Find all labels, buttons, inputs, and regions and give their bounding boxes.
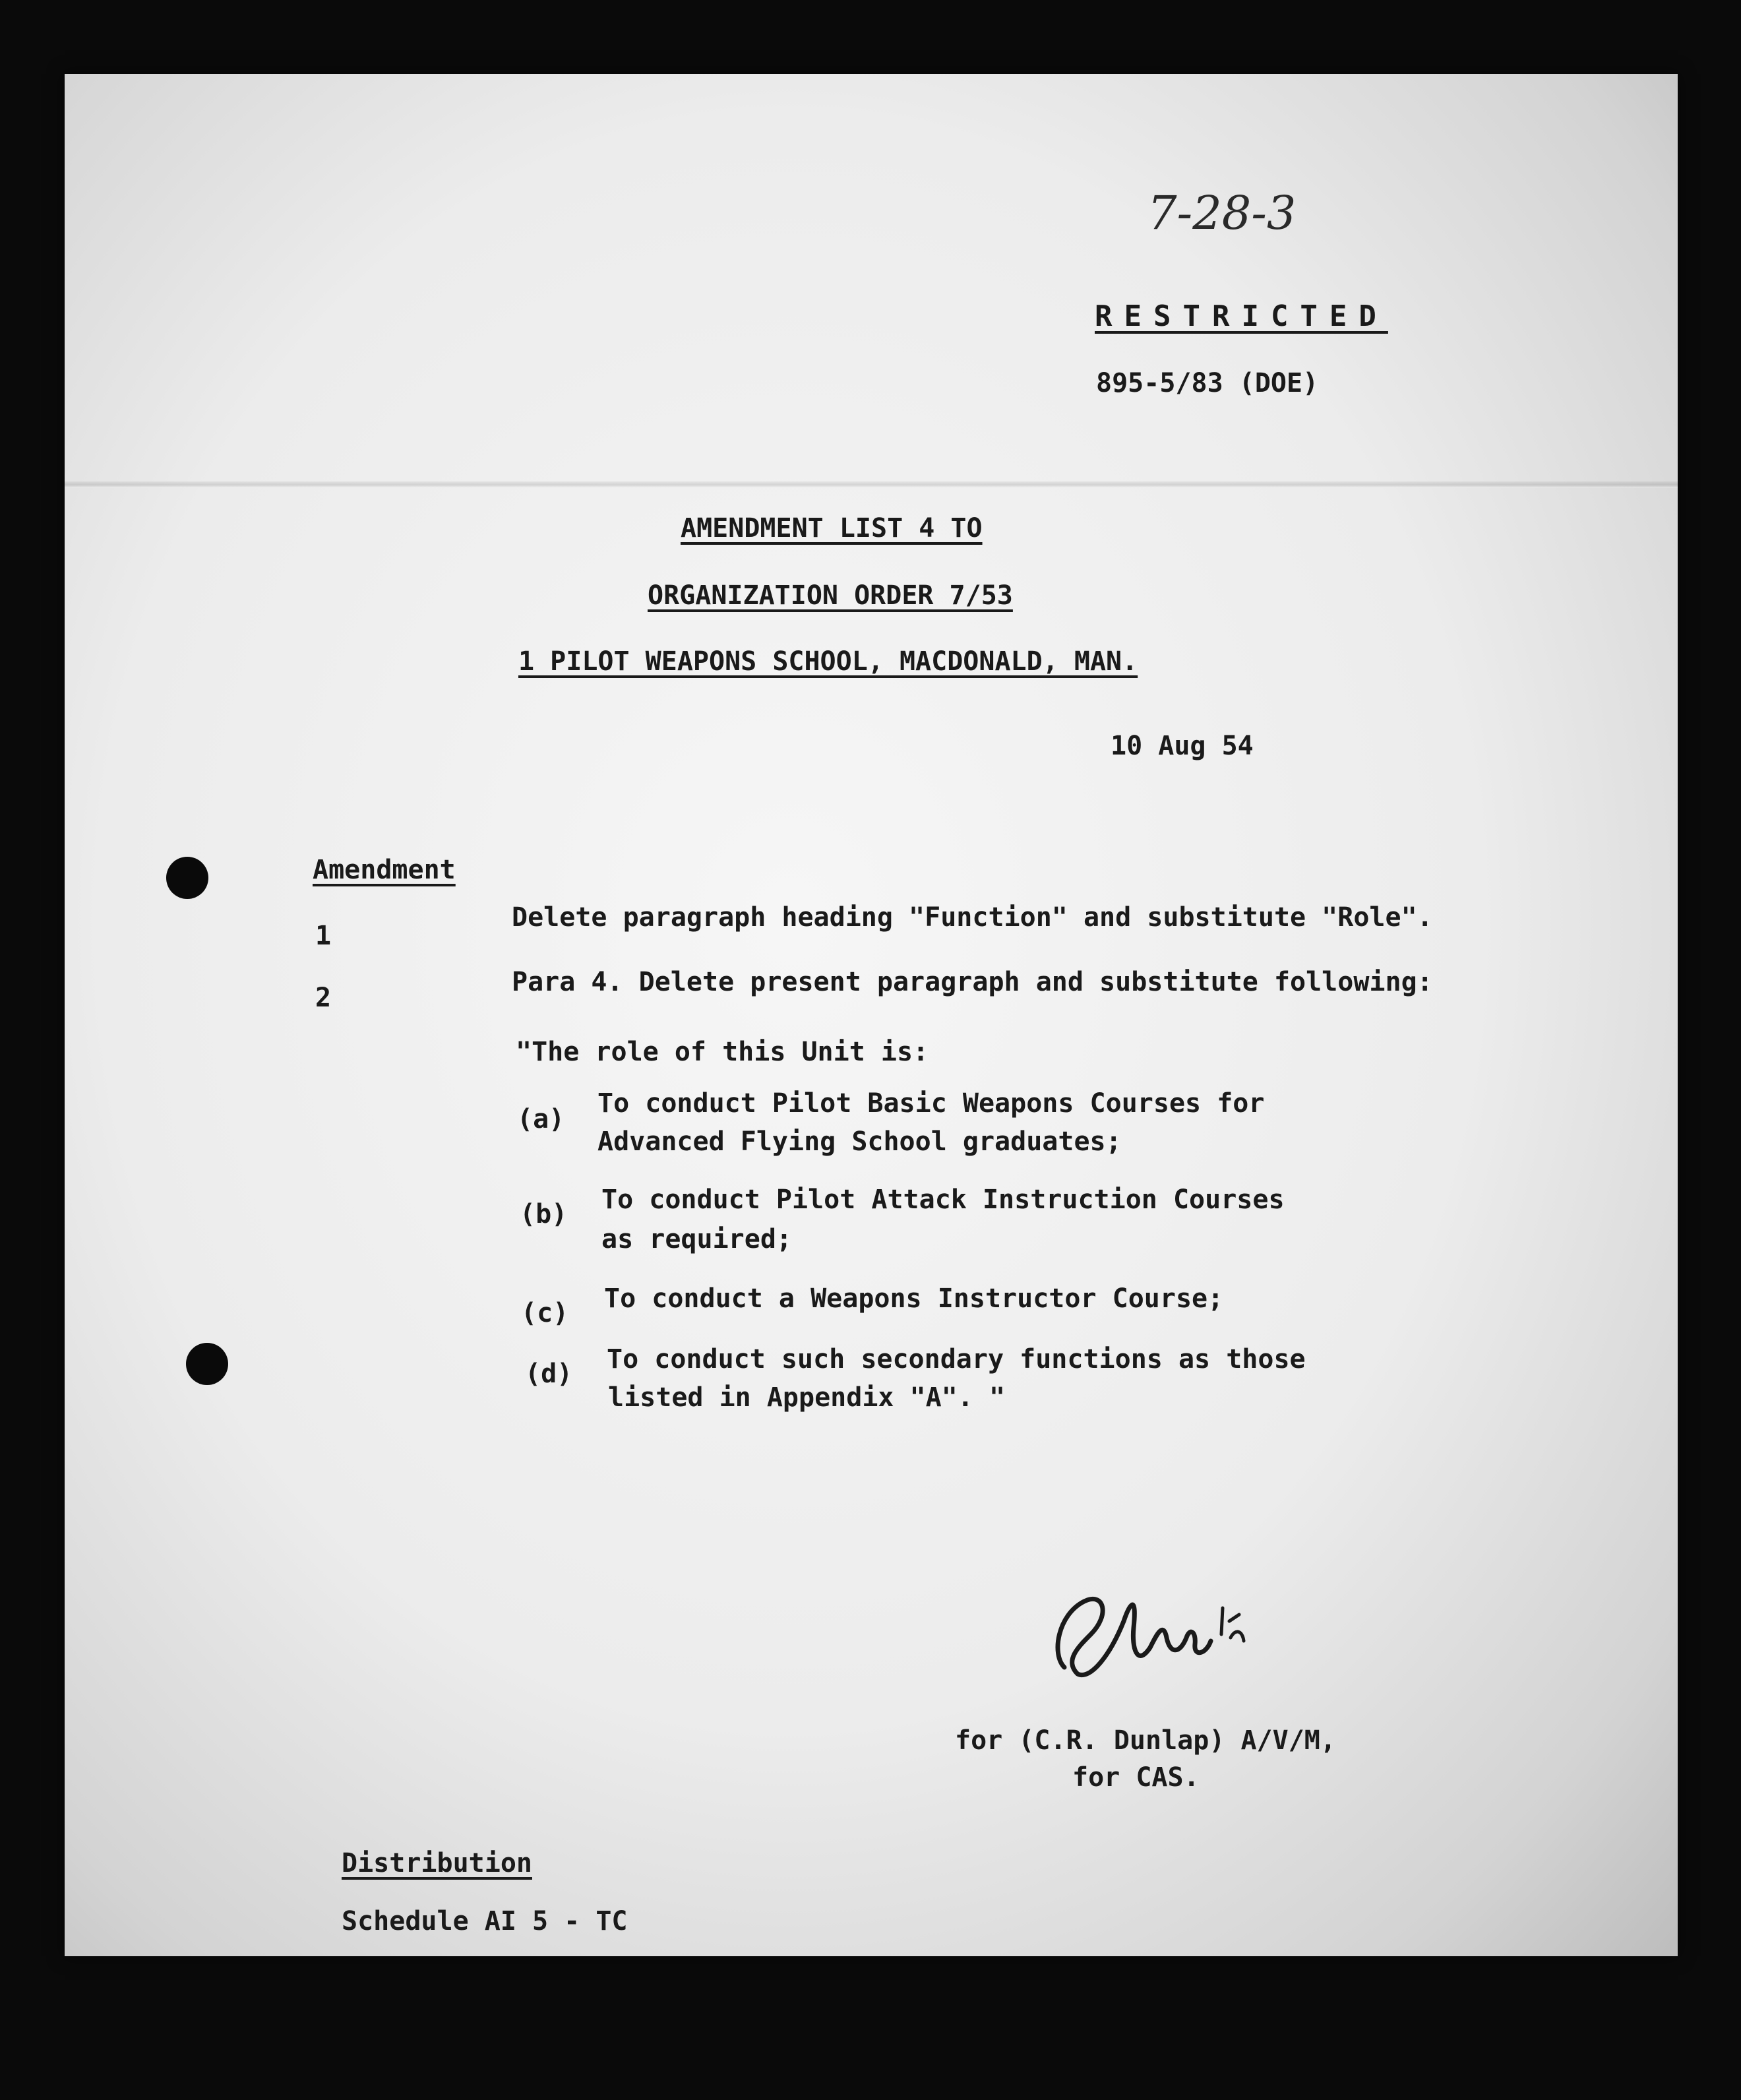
signature xyxy=(1038,1575,1249,1687)
role-item-line: To conduct Pilot Basic Weapons Courses for xyxy=(597,1088,1265,1119)
distribution-schedule: Schedule AI 5 - TC xyxy=(342,1906,628,1936)
role-item-label: (c) xyxy=(521,1298,569,1328)
punch-hole-bottom xyxy=(186,1343,228,1385)
role-item-line: listed in Appendix "A". " xyxy=(608,1382,1006,1413)
classification-marking: RESTRICTED xyxy=(1095,299,1388,333)
signature-block-line-1: for (C.R. Dunlap) A/V/M, xyxy=(955,1725,1336,1756)
fold-line xyxy=(65,481,1678,488)
title-line-2: ORGANIZATION ORDER 7/53 xyxy=(648,580,1013,611)
role-item-line: To conduct a Weapons Instructor Course; xyxy=(604,1283,1224,1314)
title-line-3: 1 PILOT WEAPONS SCHOOL, MACDONALD, MAN. xyxy=(518,646,1138,677)
role-item-line: as required; xyxy=(601,1224,792,1254)
role-item-line: To conduct such secondary functions as those xyxy=(607,1344,1306,1374)
amendment-number: 2 xyxy=(315,983,332,1013)
punch-hole-top xyxy=(166,857,208,899)
title-line-1: AMENDMENT LIST 4 TO xyxy=(681,513,983,543)
document-date: 10 Aug 54 xyxy=(1111,731,1254,761)
signature-block-line-2: for CAS. xyxy=(1072,1762,1200,1793)
role-item-label: (d) xyxy=(525,1359,573,1389)
amendment-number: 1 xyxy=(315,921,332,951)
amendment-heading: Amendment xyxy=(313,855,456,885)
role-item-line: To conduct Pilot Attack Instruction Courses xyxy=(601,1185,1285,1215)
file-number-handwritten: 7-28-3 xyxy=(1147,186,1297,240)
amendment-text: Para 4. Delete present paragraph and substitute following: xyxy=(512,967,1433,997)
role-item-line: Advanced Flying School graduates; xyxy=(597,1127,1122,1157)
role-item-label: (a) xyxy=(517,1104,565,1134)
amendment-text: Delete paragraph heading "Function" and substitute "Role". xyxy=(512,902,1433,933)
role-item-label: (b) xyxy=(520,1199,568,1229)
document-page xyxy=(65,74,1678,1956)
role-intro: "The role of this Unit is: xyxy=(516,1037,929,1067)
reference-number: 895-5/83 (DOE) xyxy=(1096,368,1319,398)
distribution-heading: Distribution xyxy=(342,1848,532,1878)
